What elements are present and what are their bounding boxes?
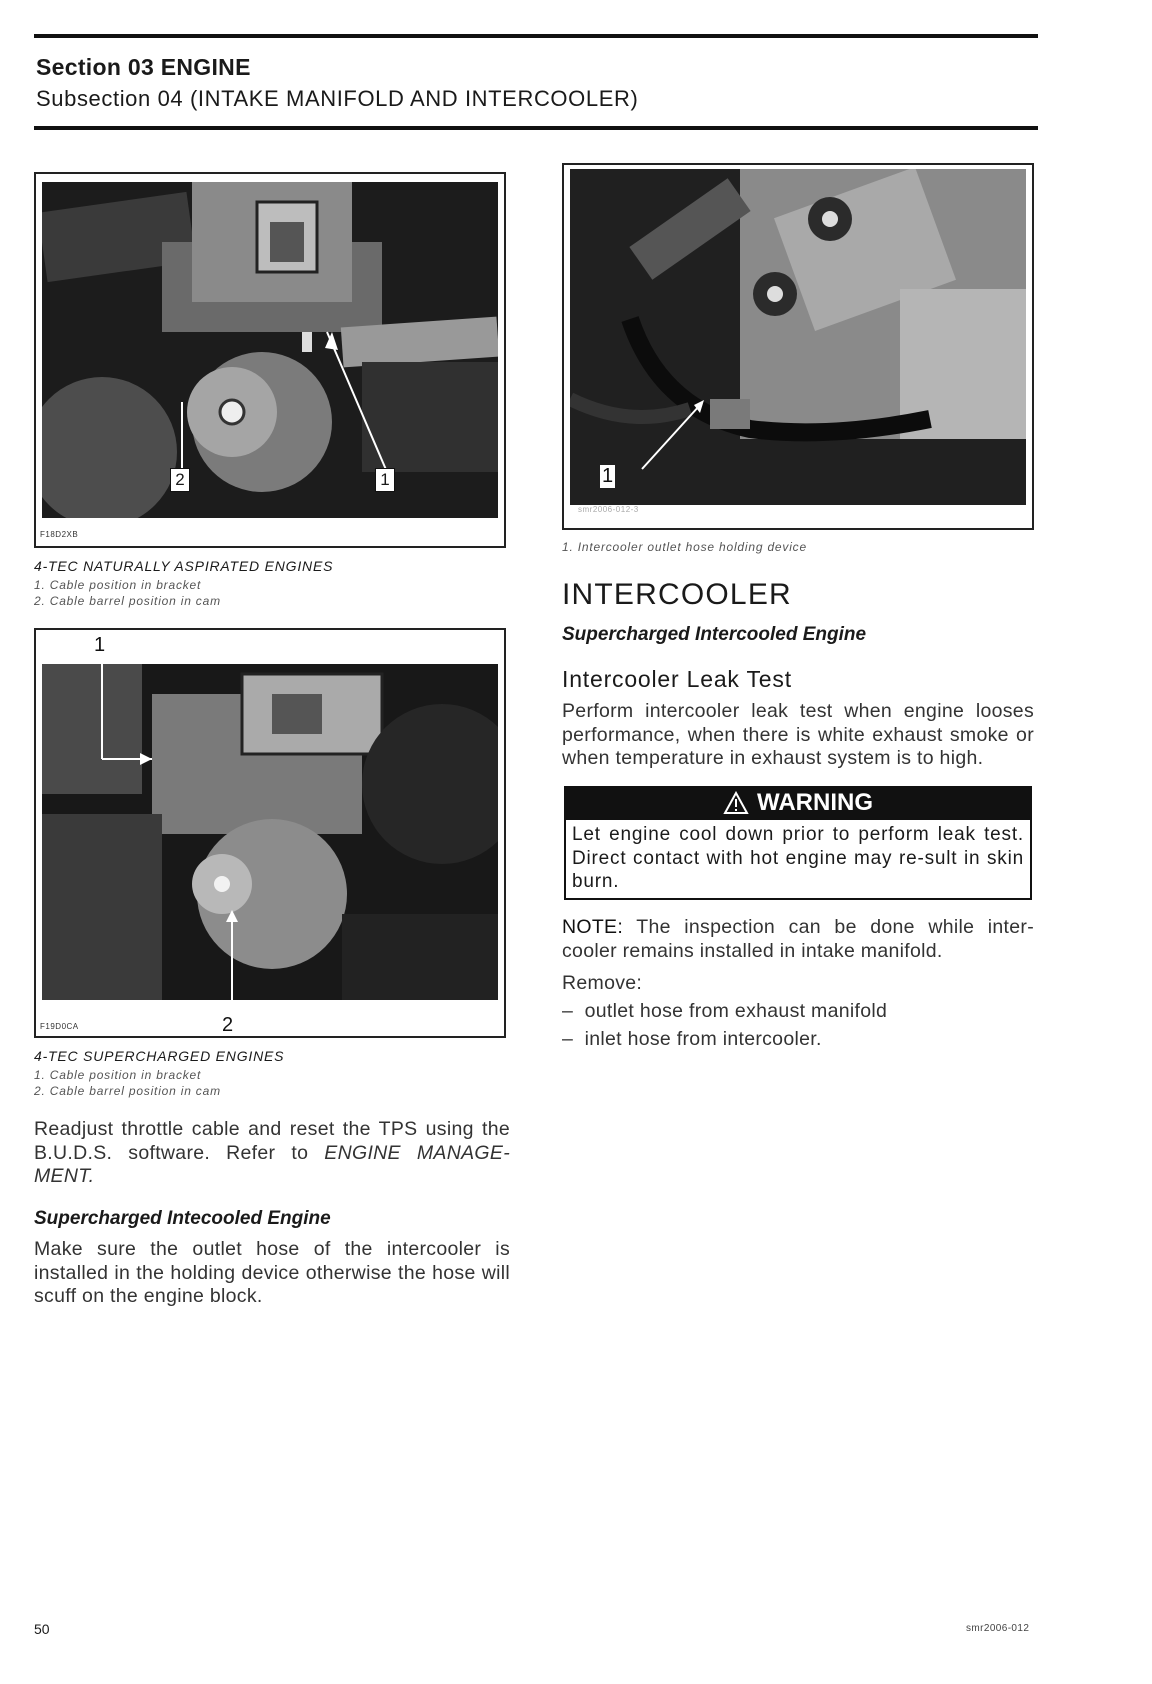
figure-intercooler-hose <box>562 163 1034 530</box>
readjust-text: Readjust throttle cable and reset the TPS using the B.U.D.S. software. Refer to <box>34 1118 510 1164</box>
leak-test-heading: Intercooler Leak Test <box>562 666 792 692</box>
figure-naturally-aspirated <box>34 172 506 548</box>
note-label: NOTE: <box>562 916 624 938</box>
callout-1: 1 <box>94 634 106 656</box>
note-paragraph <box>562 916 1034 963</box>
figure-caption-item: 1. Cable position in bracket <box>34 578 202 592</box>
engine-photo <box>570 169 1026 505</box>
leak-test-paragraph: Perform intercooler leak test when engine looses performance, when there is white exhaust smoke or when temperature in exhaust system is to high. <box>562 700 1034 769</box>
warning-label: WARNING <box>757 789 873 816</box>
engine-photo <box>42 182 498 518</box>
engine-management-reference[interactable]: ENGINE MANAGE-MENT. <box>34 1141 510 1187</box>
figure-caption-title: 4-TEC NATURALLY ASPIRATED ENGINES <box>34 558 334 574</box>
list-item-text: outlet hose from exhaust manifold <box>584 1000 888 1022</box>
figure-caption-item: 2. Cable barrel position in cam <box>34 594 221 608</box>
header-top-rule <box>34 34 1038 38</box>
figure-id: F19D0CA <box>40 1022 79 1031</box>
figure-caption-item: 1. Cable position in bracket <box>34 1068 202 1082</box>
document-code: smr2006-012 <box>966 1623 1030 1634</box>
callout-2: 2 <box>222 1014 234 1036</box>
figure-caption-item: 2. Cable barrel position in cam <box>34 1084 221 1098</box>
callout-1: 1 <box>602 465 614 487</box>
warning-text: Let engine cool down prior to perform leak test. Direct contact with hot engine may re-sult in skin burn. <box>564 820 1032 900</box>
warning-triangle-icon <box>723 791 749 815</box>
callout-2: 2 <box>170 468 190 492</box>
header-bottom-rule <box>34 126 1038 130</box>
list-item: – outlet hose from exhaust manifold <box>562 1000 888 1022</box>
figure-caption-title: 4-TEC SUPERCHARGED ENGINES <box>34 1048 285 1064</box>
warning-banner <box>564 786 1032 820</box>
engine-photo <box>42 664 498 1000</box>
list-item-text: inlet hose from intercooler. <box>584 1028 822 1050</box>
supercharged-intecooled-subhead: Supercharged Intecooled Engine <box>34 1208 331 1229</box>
intercooler-heading: INTERCOOLER <box>562 578 792 611</box>
figure-caption-item: 1. Intercooler outlet hose holding device <box>562 540 807 554</box>
figure-id: smr2006-012-3 <box>578 505 639 514</box>
page-number: 50 <box>34 1621 50 1637</box>
subsection-title: Subsection 04 (INTAKE MANIFOLD AND INTERCOOLER) <box>36 86 639 111</box>
readjust-paragraph <box>34 1118 510 1189</box>
figure-supercharged <box>34 628 506 1038</box>
figure-id: F18D2XB <box>40 530 79 539</box>
list-item: – inlet hose from intercooler. <box>562 1028 822 1050</box>
supercharged-intercooled-subhead: Supercharged Intercooled Engine <box>562 624 867 645</box>
make-sure-paragraph: Make sure the outlet hose of the intercooler is installed in the holding device otherwise the hose will scuff on the engine block. <box>34 1238 510 1307</box>
section-title: Section 03 ENGINE <box>36 54 251 80</box>
remove-label: Remove: <box>562 972 643 994</box>
note-text: The inspection can be done while inter-cooler remains installed in intake manifold. <box>562 916 1034 962</box>
callout-1: 1 <box>375 468 395 492</box>
